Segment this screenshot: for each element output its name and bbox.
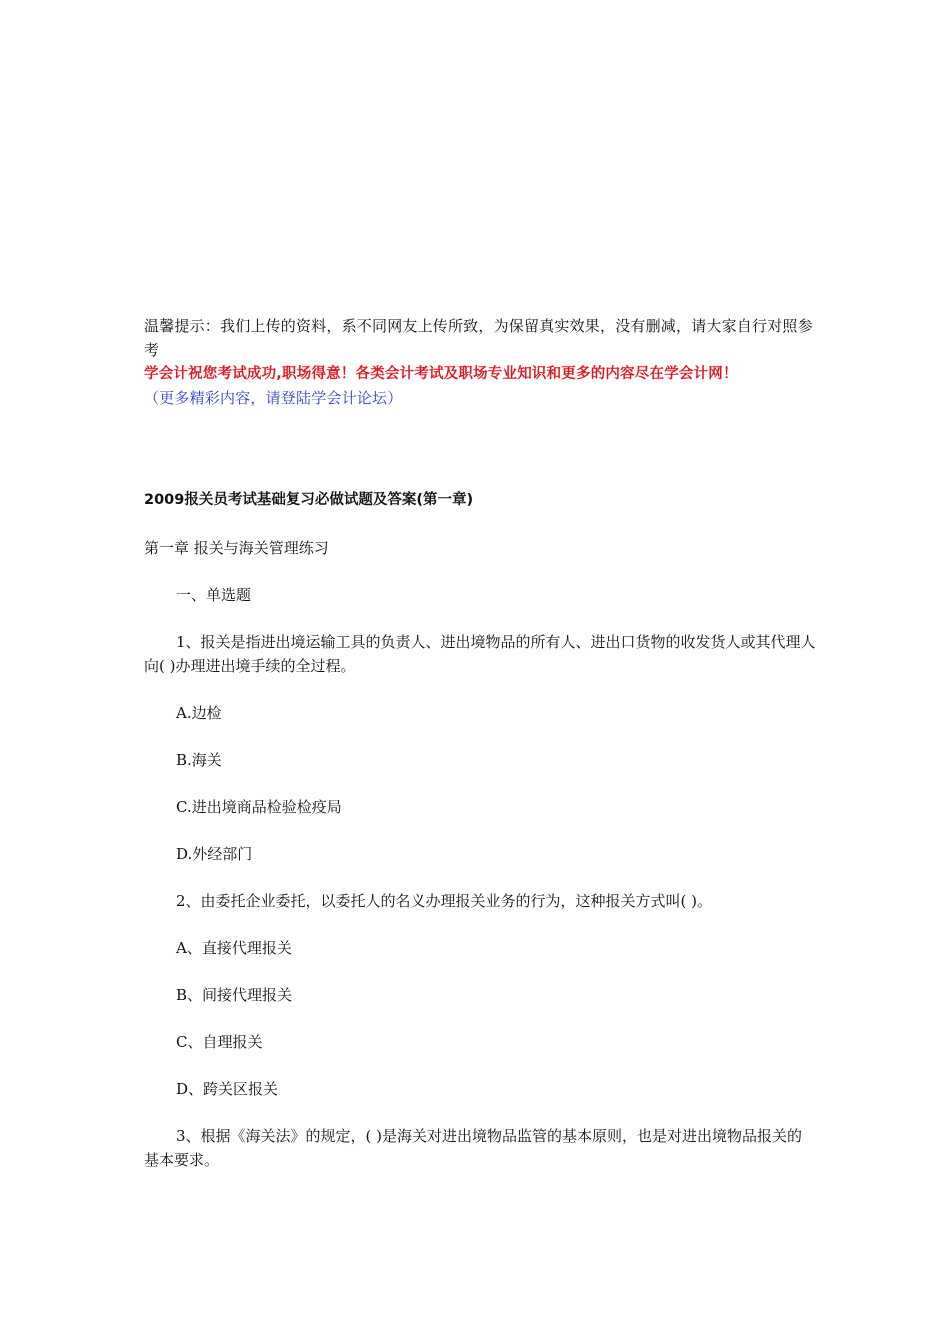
section-heading: 一、单选题: [176, 586, 252, 604]
question-1-option-a: A.边检: [176, 704, 222, 722]
question-2: 2、由委托企业委托，以委托人的名义办理报关业务的行为，这种报关方式叫( )。: [176, 892, 713, 910]
notice-block: [144, 314, 816, 410]
question-1-option-c: C.进出境商品检验检疫局: [176, 798, 342, 816]
forum-link[interactable]: （更多精彩内容，请登陆学会计论坛）: [144, 389, 403, 407]
document-body: [144, 489, 816, 1195]
promo-banner: 学会计祝您考试成功,职场得意！各类会计考试及职场专业知识和更多的内容尽在学会计网！: [144, 366, 738, 382]
notice-tip: 温馨提示：我们上传的资料，系不同网友上传所致，为保留真实效果，没有删减，请大家自行对照参考: [144, 317, 813, 359]
document-title: 2009报关员考试基础复习必做试题及答案(第一章): [144, 492, 474, 508]
question-2-option-b: B、间接代理报关: [176, 986, 293, 1004]
question-2-option-c: C、自理报关: [176, 1033, 263, 1051]
question-3: 3、根据《海关法》的规定，( )是海关对进出境物品监管的基本原则，也是对进出境物品报关的基本要求。: [144, 1127, 803, 1169]
chapter-heading: 第一章 报关与海关管理练习: [144, 539, 329, 557]
question-2-option-a: A、直接代理报关: [176, 939, 292, 957]
question-2-option-d: D、跨关区报关: [176, 1080, 279, 1098]
question-1-option-b: B.海关: [176, 751, 222, 769]
question-1-option-d: D.外经部门: [176, 845, 253, 863]
question-1: 1、报关是指进出境运输工具的负责人、进出境物品的所有人、进出口货物的收发货人或其代理人向( )办理进出境手续的全过程。: [144, 633, 816, 675]
